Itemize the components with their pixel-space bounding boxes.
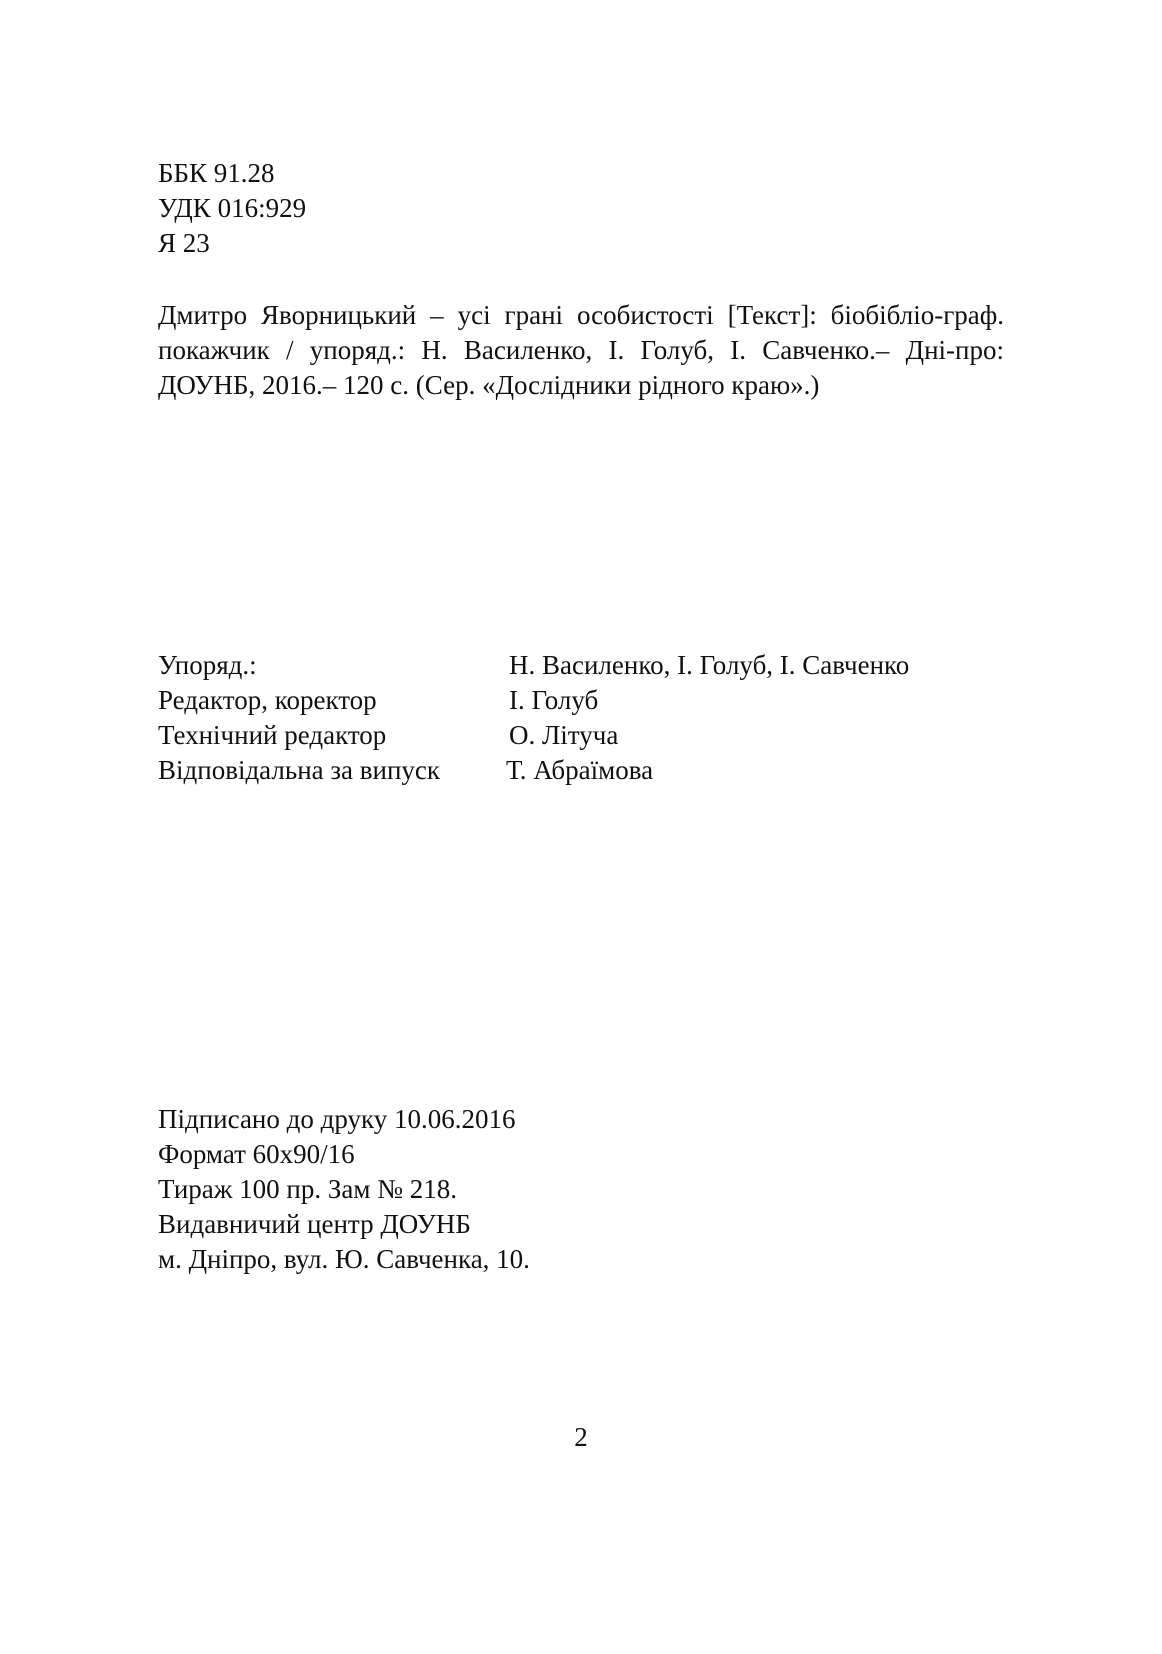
credit-value: Н. Василенко, І. Голуб, І. Савченко: [509, 650, 910, 680]
credit-row-compilers: [158, 648, 1004, 683]
format-line: Формат 60х90/16: [158, 1139, 355, 1169]
credit-row-responsible: [158, 753, 1004, 788]
credit-row-editor: [158, 683, 1004, 718]
credit-label: Технічний редактор: [158, 720, 387, 750]
publisher-line: Видавничий центр ДОУНБ: [158, 1209, 471, 1239]
bbk-code: ББК 91.28: [158, 158, 275, 188]
credit-label: Упоряд.:: [158, 650, 257, 680]
credit-value: І. Голуб: [509, 685, 599, 715]
credit-row-tech-editor: [158, 718, 1004, 753]
credits-list: [158, 648, 1004, 788]
author-mark: Я 23: [158, 228, 210, 258]
udk-code: УДК 016:929: [158, 193, 307, 223]
credit-label: Редактор, коректор: [158, 685, 377, 715]
imprint-block: [158, 1102, 530, 1277]
page-number: 2: [574, 1422, 588, 1452]
credit-value: Т. Абраїмова: [506, 755, 654, 785]
address-line: м. Дніпро, вул. Ю. Савченка, 10.: [158, 1244, 530, 1274]
credit-value: О. Літуча: [509, 720, 619, 750]
bibliographic-citation: Дмитро Яворницький – усі грані особистості [Текст]: біобібліо-граф. покажчик / упоряд.: Н. Василенко, І. Голуб, І. Савченко.– Дні-про: ДОУНБ, 2016.– 120 с. (Сер. «Дослідники рідного краю».): [158, 300, 1004, 400]
print-run-line: Тираж 100 пр. Зам № 218.: [158, 1174, 457, 1204]
signed-to-print: Підписано до друку 10.06.2016: [158, 1104, 516, 1134]
credit-label: Відповідальна за випуск: [158, 755, 441, 785]
classification-codes: [158, 156, 306, 261]
